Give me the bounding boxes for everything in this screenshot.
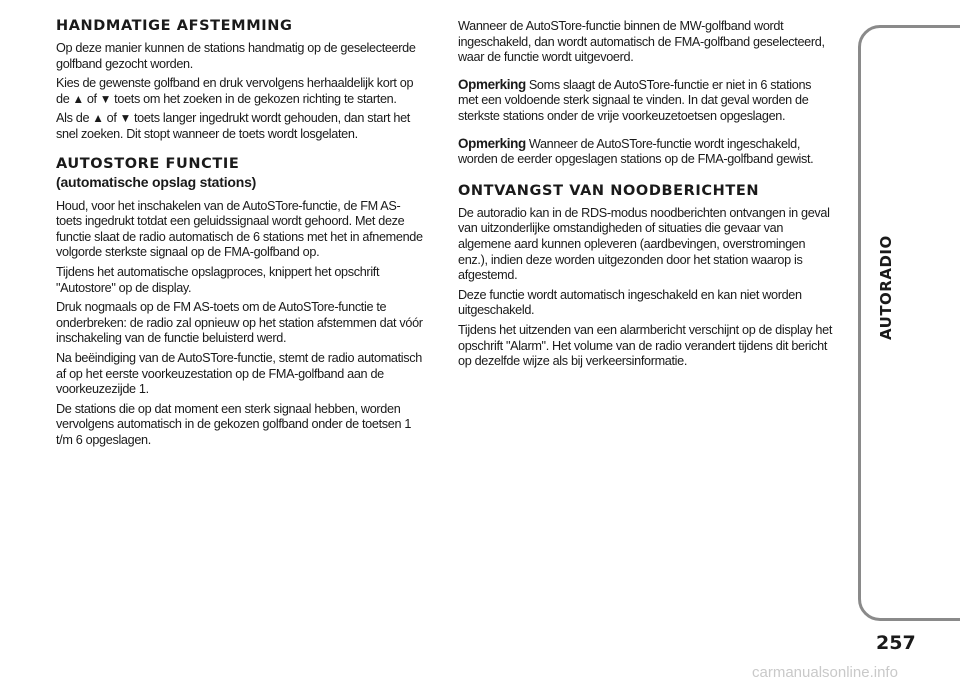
side-tab-frame — [858, 25, 960, 621]
paragraph: Druk nogmaals op de FM AS-toets om de AutoSTore-functie te onderbreken: de radio zal opnieuw op het station afstemmen dat vóór inschakeling van de functie beluisterd werd. — [56, 299, 423, 346]
arrow-down-icon: ▼ — [119, 111, 131, 126]
paragraph: De stations die op dat moment een sterk signaal hebben, worden vervolgens automatisch in de gekozen golfband onder de toetsen 1 t/m 6 opgeslagen. — [56, 400, 412, 447]
paragraph: Tijdens het automatische opslagproces, knippert het opschrift "Autostore" op de display. — [56, 263, 380, 295]
watermark: carmanualsonline.info — [752, 664, 898, 681]
paragraph: Op deze manier kunnen de stations handmatig op de geselecteerde golfband gezocht worden. — [56, 40, 416, 71]
arrow-up-icon: ▲ — [92, 111, 104, 126]
left-column — [56, 18, 440, 451]
paragraph: De autoradio kan in de RDS-modus noodberichten ontvangen in geval van uitzonderlijke omstandigheden of situaties die gevaar van algemene aard kunnen opleveren (aardbevingen, overstromingen enz.), indien deze worden uitgezonden door het station waarop is afgestemd. — [458, 204, 830, 283]
paragraph: Tijdens het uitzenden van een alarmbericht verschijnt op de display het opschrift "Alarm". Het volume van de radio verandert tijdens dit bericht op dezelfde wijze als bij verkeersinformatie. — [458, 321, 832, 369]
arrow-up-icon: ▲ — [72, 91, 84, 106]
paragraph-with-arrows: Als de ▲ of ▼ toets langer ingedrukt wordt gehouden, dan start het snel zoeken. Dit stopt wanneer de toets wordt losgelaten. — [56, 110, 410, 141]
paragraph: Wanneer de AutoSTore-functie binnen de MW-golfband wordt ingeschakeld, dan wordt automatisch de FMA-golfband geselecteerd, waar de functie wordt uitgevoerd. — [458, 18, 825, 65]
arrow-down-icon: ▼ — [99, 91, 112, 106]
heading-emergency-messages: ONTVANGST VAN NOODBERICHTEN — [458, 182, 760, 199]
paragraph: Houd, voor het inschakelen van de AutoSTore-functie, de FM AS-toets ingedrukt totdat een geluidssignaal wordt gehoord. Met deze functie slaat de radio automatisch de 6 stations met het in afnemende volgorde sterkste signaal op de FMA-golfband op. — [56, 197, 423, 260]
subheading-autostore: (automatische opslag stations) — [56, 173, 257, 190]
page-number: 257 — [876, 632, 916, 654]
note-paragraph: Opmerking Soms slaagt de AutoSTore-functie er niet in 6 stations met een voldoende sterk signaal te vinden. In dat geval worden de sterkste stations onder de vrije voorkeuzetoetsen opgeslagen. — [458, 75, 812, 123]
heading-manual-tuning: HANDMATIGE AFSTEMMING — [56, 18, 293, 34]
paragraph-with-arrows: Kies de gewenste golfband en druk vervolgens herhaaldelijk kort op de ▲ of ▼ toets om het zoeken in de gekozen richting te starten. — [56, 75, 414, 106]
paragraph: Na beëindiging van de AutoSTore-functie, stemt de radio automatisch af op het eerste voorkeuzestation op de FMA-golfband aan de voorkeuzezijde 1. — [56, 349, 422, 397]
note-label: Opmerking — [458, 134, 526, 151]
note-label: Opmerking — [458, 75, 526, 92]
heading-autostore: AUTOSTORE FUNCTIE — [56, 155, 240, 172]
note-paragraph: Opmerking Wanneer de AutoSTore-functie wordt ingeschakeld, worden de eerder opgeslagen stations op de FMA-golfband gewist. — [458, 134, 814, 167]
side-tab-label: AUTORADIO — [877, 235, 895, 340]
paragraph: Deze functie wordt automatisch ingeschakeld en kan niet worden uitgeschakeld. — [458, 286, 802, 318]
right-column — [458, 18, 850, 373]
